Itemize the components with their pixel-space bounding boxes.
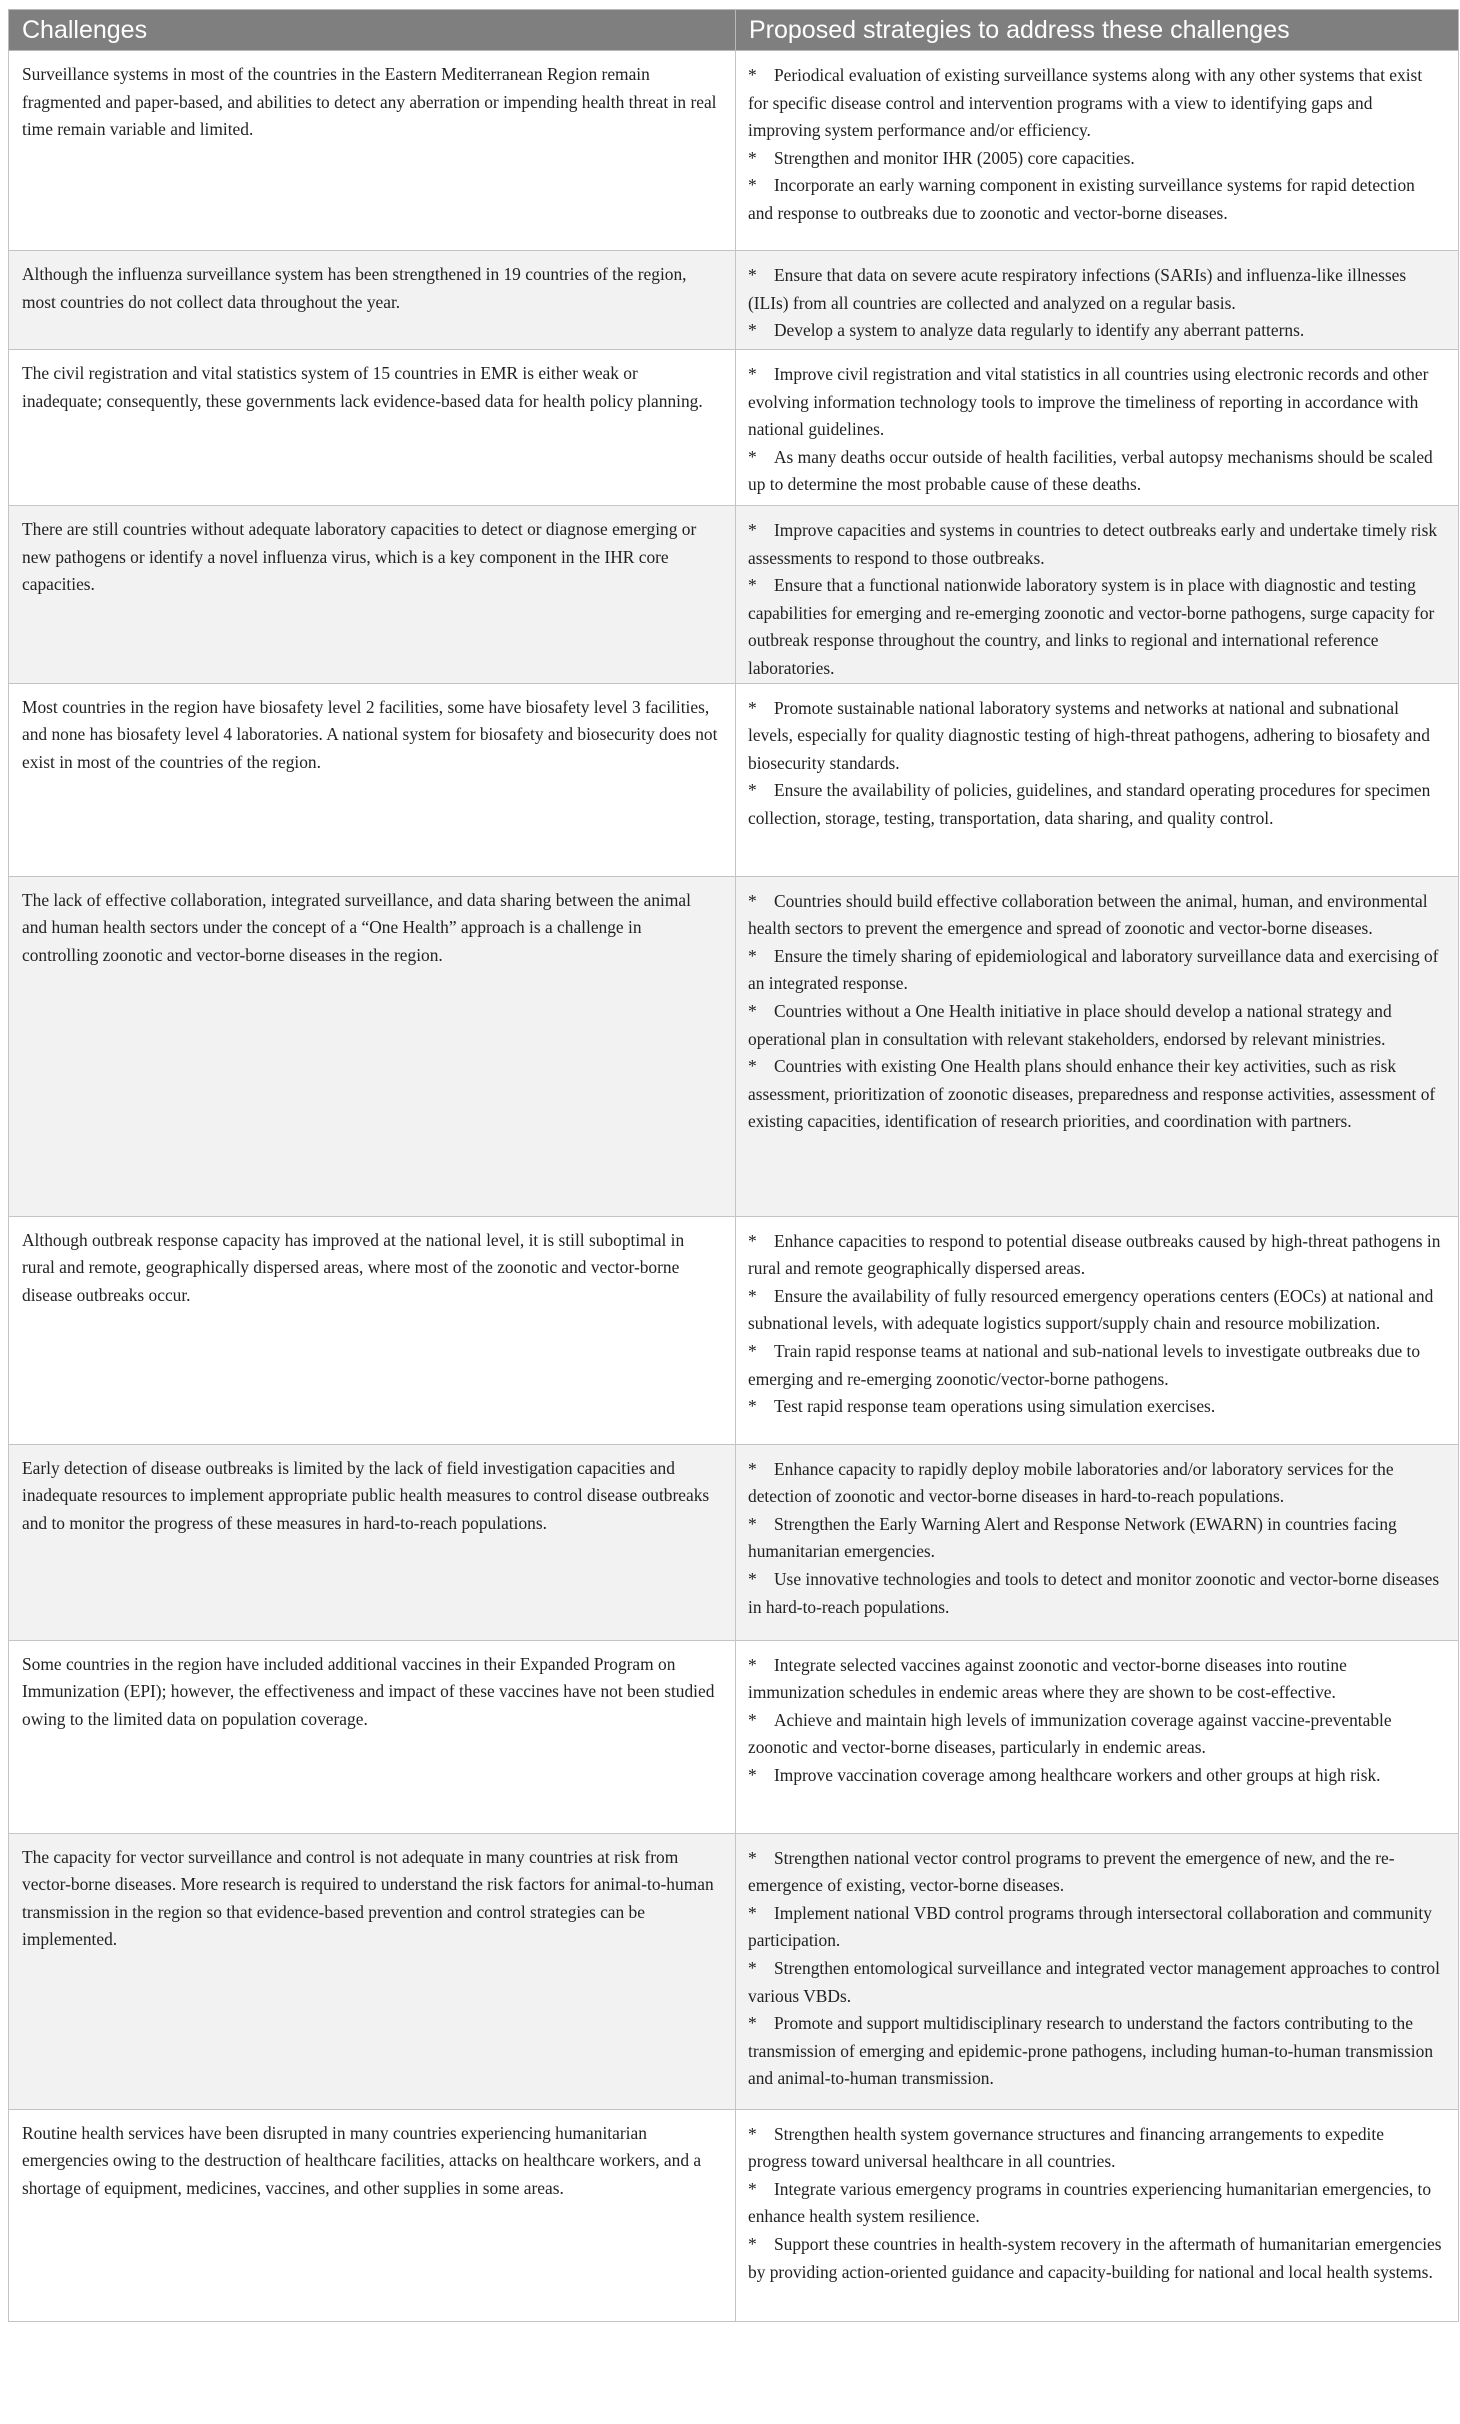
strategy-bullet: * Ensure that a functional nationwide laboratory system is in place with diagnostic and testing capabilities for emerging and re-emerging zoonotic and vector-borne pathogens, surge capacity for outbreak response throughout the country, and links to regional and international reference laboratories. xyxy=(748,575,1435,678)
challenge-cell: Most countries in the region have biosafety level 2 facilities, some have biosafety level 3 facilities, and none has biosafety level 4 laboratories. A national system for biosafety and biosecurity does not exist in most of the countries of the region. xyxy=(9,683,736,876)
strategy-bullet: * Test rapid response team operations using simulation exercises. xyxy=(748,1396,1216,1417)
strategy-cell xyxy=(736,251,1459,350)
strategy-bullet: * Improve vaccination coverage among healthcare workers and other groups at high risk. xyxy=(748,1764,1381,1785)
strategy-bullet: * Implement national VBD control programs through intersectoral collaboration and community participation. xyxy=(748,1902,1432,1951)
challenge-cell: The civil registration and vital statistics system of 15 countries in EMR is either weak or inadequate; consequently, these governments lack evidence-based data for health policy planning. xyxy=(9,350,736,506)
strategy-bullet: * Incorporate an early warning component in existing surveillance systems for rapid detection and response to outbreaks due to zoonotic and vector-borne diseases. xyxy=(748,175,1415,223)
strategy-bullet: * Develop a system to analyze data regularly to identify any aberrant patterns. xyxy=(748,320,1305,341)
table-row xyxy=(9,1640,1459,1833)
strategy-bullet: * Enhance capacities to respond to potential disease outbreaks caused by high-threat pathogens in rural and remote geographically dispersed areas. xyxy=(748,1230,1441,1279)
table-row xyxy=(9,876,1459,1216)
strategy-bullet: * Strengthen national vector control programs to prevent the emergence of new, and the re-emergence of existing, vector-borne diseases. xyxy=(748,1847,1395,1896)
strategy-bullet: * Ensure that data on severe acute respiratory infections (SARIs) and influenza-like illnesses (ILIs) from all countries are collected and analyzed on a regular basis. xyxy=(748,265,1407,313)
strategy-bullet: * Improve capacities and systems in countries to detect outbreaks early and undertake timely risk assessments to respond to those outbreaks. xyxy=(748,520,1438,568)
strategy-bullet: * Countries without a One Health initiative in place should develop a national strategy and operational plan in consultation with relevant stakeholders, endorsed by relevant ministries. xyxy=(748,1000,1392,1049)
strategy-cell xyxy=(736,1640,1459,1833)
strategy-bullet: * Ensure the timely sharing of epidemiological and laboratory surveillance data and exercising of an integrated response. xyxy=(748,945,1439,994)
strategy-cell xyxy=(736,506,1459,684)
strategy-cell xyxy=(736,1216,1459,1444)
column-header-strategies: Proposed strategies to address these challenges xyxy=(736,10,1459,51)
strategy-bullet: * Strengthen health system governance structures and financing arrangements to expedite progress toward universal healthcare in all countries. xyxy=(748,2123,1384,2172)
strategy-bullet: * Countries with existing One Health plans should enhance their key activities, such as risk assessment, prioritization of zoonotic diseases, preparedness and response activities, assessment of existing capacities, identification of research priorities, and coordination with partners. xyxy=(748,1056,1436,1132)
strategy-cell xyxy=(736,51,1459,251)
challenge-cell: Although outbreak response capacity has improved at the national level, it is still suboptimal in rural and remote, geographically dispersed areas, where most of the zoonotic and vector-borne disease outbreaks occur. xyxy=(9,1216,736,1444)
column-header-challenges: Challenges xyxy=(9,10,736,51)
challenge-cell: Routine health services have been disrupted in many countries experiencing humanitarian emergencies owing to the destruction of healthcare facilities, attacks on healthcare workers, and a shortage of equipment, medicines, vaccines, and other supplies in some areas. xyxy=(9,2109,736,2321)
table-row xyxy=(9,506,1459,684)
strategy-bullet: * Enhance capacity to rapidly deploy mobile laboratories and/or laboratory services for the detection of zoonotic and vector-borne diseases in hard-to-reach populations. xyxy=(748,1458,1394,1507)
table-row xyxy=(9,683,1459,876)
table-row xyxy=(9,1216,1459,1444)
strategy-bullet: * Integrate selected vaccines against zoonotic and vector-borne diseases into routine immunization schedules in endemic areas where they are shown to be cost-effective. xyxy=(748,1654,1347,1703)
strategy-bullet: * Train rapid response teams at national and sub-national levels to investigate outbreaks due to emerging and re-emerging zoonotic/vector-borne pathogens. xyxy=(748,1340,1421,1389)
table-row xyxy=(9,350,1459,506)
challenges-strategies-table xyxy=(8,9,1459,2322)
strategy-bullet: * Strengthen and monitor IHR (2005) core capacities. xyxy=(748,147,1135,168)
strategy-bullet: * Ensure the availability of policies, guidelines, and standard operating procedures for specimen collection, storage, testing, transportation, data sharing, and quality control. xyxy=(748,780,1431,828)
challenge-cell: The capacity for vector surveillance and control is not adequate in many countries at risk from vector-borne diseases. More research is required to understand the risk factors for animal-to-human transmission in the region so that evidence-based prevention and control strategies can be implemented. xyxy=(9,1833,736,2109)
strategy-cell xyxy=(736,683,1459,876)
strategy-bullet: * Strengthen the Early Warning Alert and Response Network (EWARN) in countries facing humanitarian emergencies. xyxy=(748,1513,1397,1562)
strategy-bullet: * Promote sustainable national laboratory systems and networks at national and subnational levels, especially for quality diagnostic testing of high-threat pathogens, adhering to biosafety and biosecurity standards. xyxy=(748,697,1430,773)
strategy-bullet: * Promote and support multidisciplinary research to understand the factors contributing to the transmission of emerging and epidemic-prone pathogens, including human-to-human transmission and animal-to-human transmission. xyxy=(748,2013,1434,2089)
table-row xyxy=(9,251,1459,350)
strategy-cell xyxy=(736,2109,1459,2321)
strategy-cell xyxy=(736,1833,1459,2109)
strategy-cell xyxy=(736,876,1459,1216)
challenge-cell: Some countries in the region have included additional vaccines in their Expanded Program on Immunization (EPI); however, the effectiveness and impact of these vaccines have not been studied owing to the limited data on population coverage. xyxy=(9,1640,736,1833)
challenge-cell: Surveillance systems in most of the countries in the Eastern Mediterranean Region remain fragmented and paper-based, and abilities to detect any aberration or impending health threat in real time remain variable and limited. xyxy=(9,51,736,251)
strategy-bullet: * Support these countries in health-system recovery in the aftermath of humanitarian emergencies by providing action-oriented guidance and capacity-building for national and local health systems. xyxy=(748,2233,1442,2282)
strategy-bullet: * Integrate various emergency programs in countries experiencing humanitarian emergencies, to enhance health system resilience. xyxy=(748,2178,1432,2227)
strategy-bullet: * Ensure the availability of fully resourced emergency operations centers (EOCs) at national and subnational levels, with adequate logistics support/supply chain and resource mobilization. xyxy=(748,1285,1434,1334)
challenge-cell: The lack of effective collaboration, integrated surveillance, and data sharing between the animal and human health sectors under the concept of a “One Health” approach is a challenge in controlling zoonotic and vector-borne diseases in the region. xyxy=(9,876,736,1216)
table-row xyxy=(9,51,1459,251)
strategy-bullet: * Use innovative technologies and tools to detect and monitor zoonotic and vector-borne diseases in hard-to-reach populations. xyxy=(748,1568,1440,1617)
strategy-bullet: * Countries should build effective collaboration between the animal, human, and environmental health sectors to prevent the emergence and spread of zoonotic and vector-borne diseases. xyxy=(748,890,1428,939)
strategy-bullet: * Periodical evaluation of existing surveillance systems along with any other systems that exist for specific disease control and intervention programs with a view to identifying gaps and improving system performance and/or efficiency. xyxy=(748,65,1423,141)
strategy-bullet: * As many deaths occur outside of health facilities, verbal autopsy mechanisms should be scaled up to determine the most probable cause of these deaths. xyxy=(748,446,1433,495)
table-row xyxy=(9,1833,1459,2109)
challenge-cell: Although the influenza surveillance system has been strengthened in 19 countries of the region, most countries do not collect data throughout the year. xyxy=(9,251,736,350)
challenge-cell: There are still countries without adequate laboratory capacities to detect or diagnose emerging or new pathogens or identify a novel influenza virus, which is a key component in the IHR core capacities. xyxy=(9,506,736,684)
strategy-cell xyxy=(736,1444,1459,1640)
table-header-row xyxy=(9,10,1459,51)
strategy-cell xyxy=(736,350,1459,506)
strategy-bullet: * Improve civil registration and vital statistics in all countries using electronic records and other evolving information technology tools to improve the timeliness of reporting in accordance with national guidelines. xyxy=(748,364,1429,440)
strategy-bullet: * Achieve and maintain high levels of immunization coverage against vaccine-preventable zoonotic and vector-borne diseases, particularly in endemic areas. xyxy=(748,1709,1392,1758)
table-row xyxy=(9,2109,1459,2321)
challenge-cell: Early detection of disease outbreaks is limited by the lack of field investigation capacities and inadequate resources to implement appropriate public health measures to control disease outbreaks and to monitor the progress of these measures in hard-to-reach populations. xyxy=(9,1444,736,1640)
table-row xyxy=(9,1444,1459,1640)
strategy-bullet: * Strengthen entomological surveillance and integrated vector management approaches to control various VBDs. xyxy=(748,1957,1440,2006)
